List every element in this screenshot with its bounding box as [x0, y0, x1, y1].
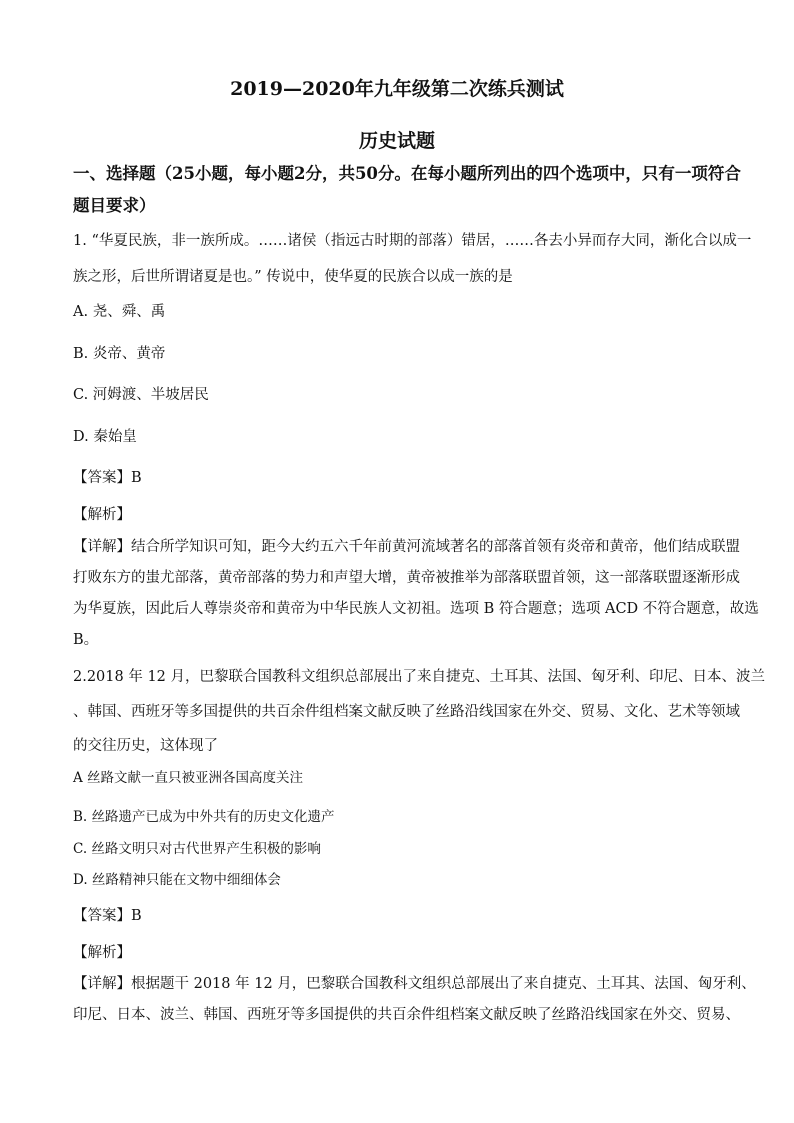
question-1-option-b: B. 炎帝、黄帝	[73, 346, 166, 362]
section-heading-line-2: 题目要求）	[73, 196, 156, 215]
question-2-stem-line-1: 2.2018 年 12 月，巴黎联合国教科文组织总部展出了来自捷克、土耳其、法国、匈牙利、印尼、日本、波兰	[73, 669, 766, 685]
question-2-analysis-label: 【解析】	[73, 945, 131, 961]
question-1-detail-line-1: 【详解】结合所学知识可知，距今大约五六千年前黄河流域著名的部落首领有炎帝和黄帝，他们结成联盟	[73, 539, 740, 555]
question-2-detail-line-1: 【详解】根据题干 2018 年 12 月，巴黎联合国教科文组织总部展出了来自捷克、土耳其、法国、匈牙利、	[73, 976, 756, 992]
question-2-option-b: B. 丝路遗产已成为中外共有的历史文化遗产	[73, 809, 335, 825]
question-1-detail-line-3: 为华夏族，因此后人尊崇炎帝和黄帝为中华民族人文初祖。选项 B 符合题意；选项 ACD 不符合题意，故选	[73, 601, 759, 617]
question-1-detail-line-2: 打败东方的蚩尤部落，黄帝部落的势力和声望大增，黄帝被推举为部落联盟首领，这一部落联盟逐渐形成	[73, 570, 740, 586]
question-1-option-c: C. 河姆渡、半坡居民	[73, 387, 209, 403]
section-heading-line-1: 一、选择题（25小题，每小题2分，共50分。在每小题所列出的四个选项中，只有一项符合	[73, 164, 741, 183]
question-1-stem-line-1: 1. “华夏民族，非一族所成。……诸侯（指远古时期的部落）错居，……各去小异而存大同，渐化合以成一	[73, 233, 752, 249]
question-2-option-d: D. 丝路精神只能在文物中细细体会	[73, 872, 281, 888]
document-subtitle: 历史试题	[358, 130, 435, 152]
question-1-option-d: D. 秦始皇	[73, 429, 137, 445]
question-1-analysis-label: 【解析】	[73, 507, 131, 523]
document-title: 2019—2020年九年级第二次练兵测试	[230, 78, 564, 100]
question-1-detail-line-4: B。	[73, 632, 99, 648]
question-2-detail-line-2: 印尼、日本、波兰、韩国、西班牙等多国提供的共百余件组档案文献反映了丝路沿线国家在外交、贸易、	[73, 1007, 740, 1023]
question-1-answer: 【答案】B	[73, 470, 142, 486]
question-1-stem-line-2: 族之形，后世所谓诸夏是也。” 传说中，使华夏的民族合以成一族的是	[73, 269, 513, 285]
question-2-option-c: C. 丝路文明只对古代世界产生积极的影响	[73, 841, 321, 857]
question-2-stem-line-2: 、韩国、西班牙等多国提供的共百余件组档案文献反映了丝路沿线国家在外交、贸易、文化、艺术等领域	[73, 704, 740, 720]
question-1-option-a: A. 尧、舜、禹	[73, 304, 166, 320]
question-2-answer: 【答案】B	[73, 908, 142, 924]
question-2-option-a: A 丝路文献一直只被亚洲各国高度关注	[73, 770, 304, 786]
question-2-stem-line-3: 的交往历史，这体现了	[73, 738, 218, 754]
